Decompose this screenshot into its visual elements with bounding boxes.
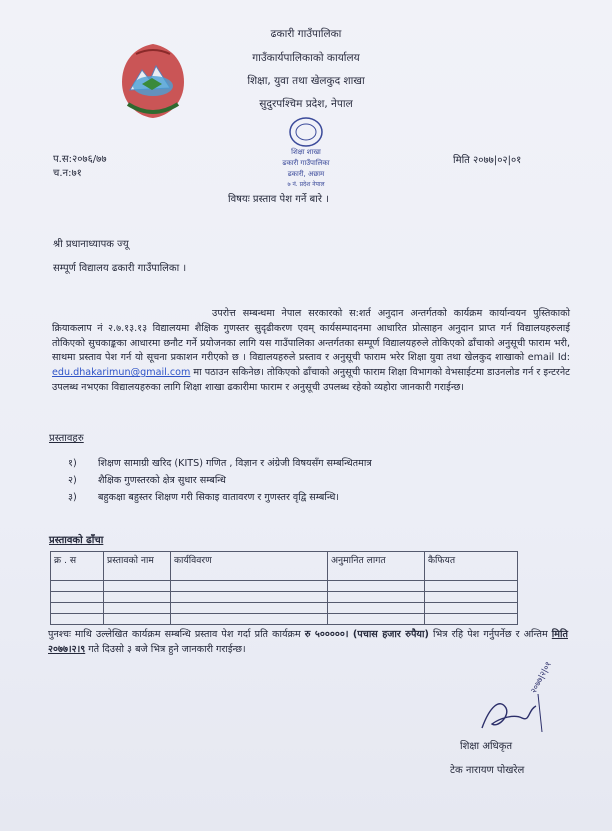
proposal-text: शैक्षिक गुणस्तरको क्षेत्र सुधार सम्बन्धि bbox=[98, 475, 226, 486]
footer-note-part-1: पुनश्चः माथि उल्लेखित कार्यक्रम सम्बन्धि प्रस्ताव पेश गर्दा प्रति कार्यक्रम bbox=[48, 629, 305, 640]
signature-date-note: २०७७|२|०१ bbox=[528, 659, 554, 695]
footer-note-part-2: भित्र रहि पेश गर्नुपर्नेछ र अन्तिम bbox=[428, 629, 552, 640]
recipient-line-2: सम्पूर्ण विद्यालय ढकारी गाउँपालिका । bbox=[53, 263, 187, 274]
recipient-line-1: श्री प्रधानाध्यापक ज्यू bbox=[53, 239, 129, 250]
proposals-heading: प्रस्तावहरु bbox=[49, 433, 84, 444]
seal-line-4: ७ नं. प्रदेश नेपाल bbox=[287, 181, 325, 188]
footer-note-deadline: मिति २०७७।२।९ bbox=[48, 629, 568, 655]
column-header-proposal-name: प्रस्तावको नाम bbox=[104, 552, 171, 581]
header-line-3: शिक्षा, युवा तथा खेलकुद शाखा bbox=[247, 75, 365, 87]
footer-note bbox=[48, 628, 568, 658]
table-row bbox=[51, 614, 518, 625]
reference-number: प.स:२०७६/७७ bbox=[53, 154, 107, 165]
office-seal-icon bbox=[270, 112, 342, 194]
header-line-4: सुदुरपश्चिम प्रदेश, नेपाल bbox=[259, 98, 353, 110]
signatory-title: शिक्षा अधिकृत bbox=[460, 741, 513, 752]
table-row bbox=[51, 581, 518, 592]
header-line-2: गाउँकार्यपालिकाको कार्यालय bbox=[252, 52, 360, 64]
proposal-number: १) bbox=[68, 458, 77, 469]
email-link[interactable]: edu.dhakarimun@gmail.com bbox=[52, 367, 191, 379]
proposal-text: शिक्षण सामाग्री खरिद (KITS) गणित , विज्ञान र अंग्रेजी विषयसँग सम्बन्धितमात्र bbox=[98, 458, 372, 469]
proposal-item bbox=[68, 456, 372, 469]
letter-date: मिति २०७७|०२|०१ bbox=[453, 155, 522, 166]
table-header-row bbox=[51, 552, 518, 581]
seal-line-2: ढकारी गाउँपालिका bbox=[282, 159, 330, 167]
table-row bbox=[51, 603, 518, 614]
template-heading: प्रस्तावको ढाँचा bbox=[49, 535, 104, 546]
dispatch-number: च.न:७१ bbox=[53, 168, 82, 179]
footer-note-part-3: गते दिउसो ३ बजे भित्र हुने जानकारी गराईन्छ। bbox=[85, 643, 246, 655]
column-header-serial: क्र . स bbox=[51, 552, 104, 581]
header-line-1: ढकारी गाउँपालिका bbox=[270, 28, 342, 40]
proposal-number: ३) bbox=[68, 492, 77, 503]
proposal-item bbox=[68, 473, 226, 486]
seal-line-1: शिक्षा शाखा bbox=[291, 148, 321, 156]
column-header-remarks: कैफियत bbox=[425, 552, 518, 581]
body-text-part-1: उपरोत्त सम्बन्धमा नेपाल सरकारको स:शर्त अनुदान अन्तर्गतको कार्यक्रम कार्यान्वयन पुस्तिकाको क्रियाकलाप नं २.७.१३.१३ विद्यालयमा शैक्षिक गुणस्तर सुदृढीकरण एवम् कार्यसम्पादनमा आधारित प्रोत्साहन अनुदान प्राप्त गर्न विद्यालयहरुलाई तोकिएको सुचकाङ्कका आधारमा छनौट गर्ने प्रयोजनका लागि यस गाउँपालिका अन्तर्गतका सम्पूर्ण विद्यालयहरुले तोकिएको ढाँचाको अनुसूची फाराम भरी, साथमा प्रस्ताव पेश गर्न यो सूचना प्रकाशन गरीएको छ । विद्यालयहरुले प्रस्ताव र अनुसूची फाराम भरेर शिक्षा युवा तथा खेलकुद शाखाको email Id: bbox=[52, 308, 570, 364]
column-header-estimated-cost: अनुमानित लागत bbox=[328, 552, 425, 581]
seal-line-3: ढकारी, अछाम bbox=[287, 170, 325, 178]
table-row bbox=[51, 592, 518, 603]
subject-line: विषयः प्रस्ताव पेश गर्ने बारे । bbox=[228, 194, 329, 205]
column-header-description: कार्यविवरण bbox=[171, 552, 328, 581]
signature-icon bbox=[470, 688, 580, 740]
proposal-number: २) bbox=[68, 475, 77, 486]
proposal-text: बहुकक्षा बहुस्तर शिक्षण गरी सिकाइ वातावरण र गुणस्तर वृद्वि सम्बन्धि। bbox=[98, 492, 340, 503]
proposal-template-table bbox=[50, 551, 518, 625]
body-text-part-2: मा पठाउन सकिनेछ। तोकिएको ढाँचाको अनुसूची फाराम शिक्षा विभागको वेभसाईटमा डाउनलोड गर्न र इन्टरनेट उपलब्ध नभएका विद्यालयहरुका लागि शिक्षा शाखा ढकारीमा फाराम र अनुसूची उपलब्ध रहेको व्यहोरा जानकारी गराईन्छ। bbox=[52, 367, 570, 393]
signatory-name: टेक नारायण पोखरेल bbox=[450, 765, 525, 776]
body-paragraph bbox=[52, 307, 570, 396]
footer-note-amount: रु ५०००००। (पचास हजार रुपैया) bbox=[304, 629, 429, 640]
proposal-item bbox=[68, 490, 339, 503]
